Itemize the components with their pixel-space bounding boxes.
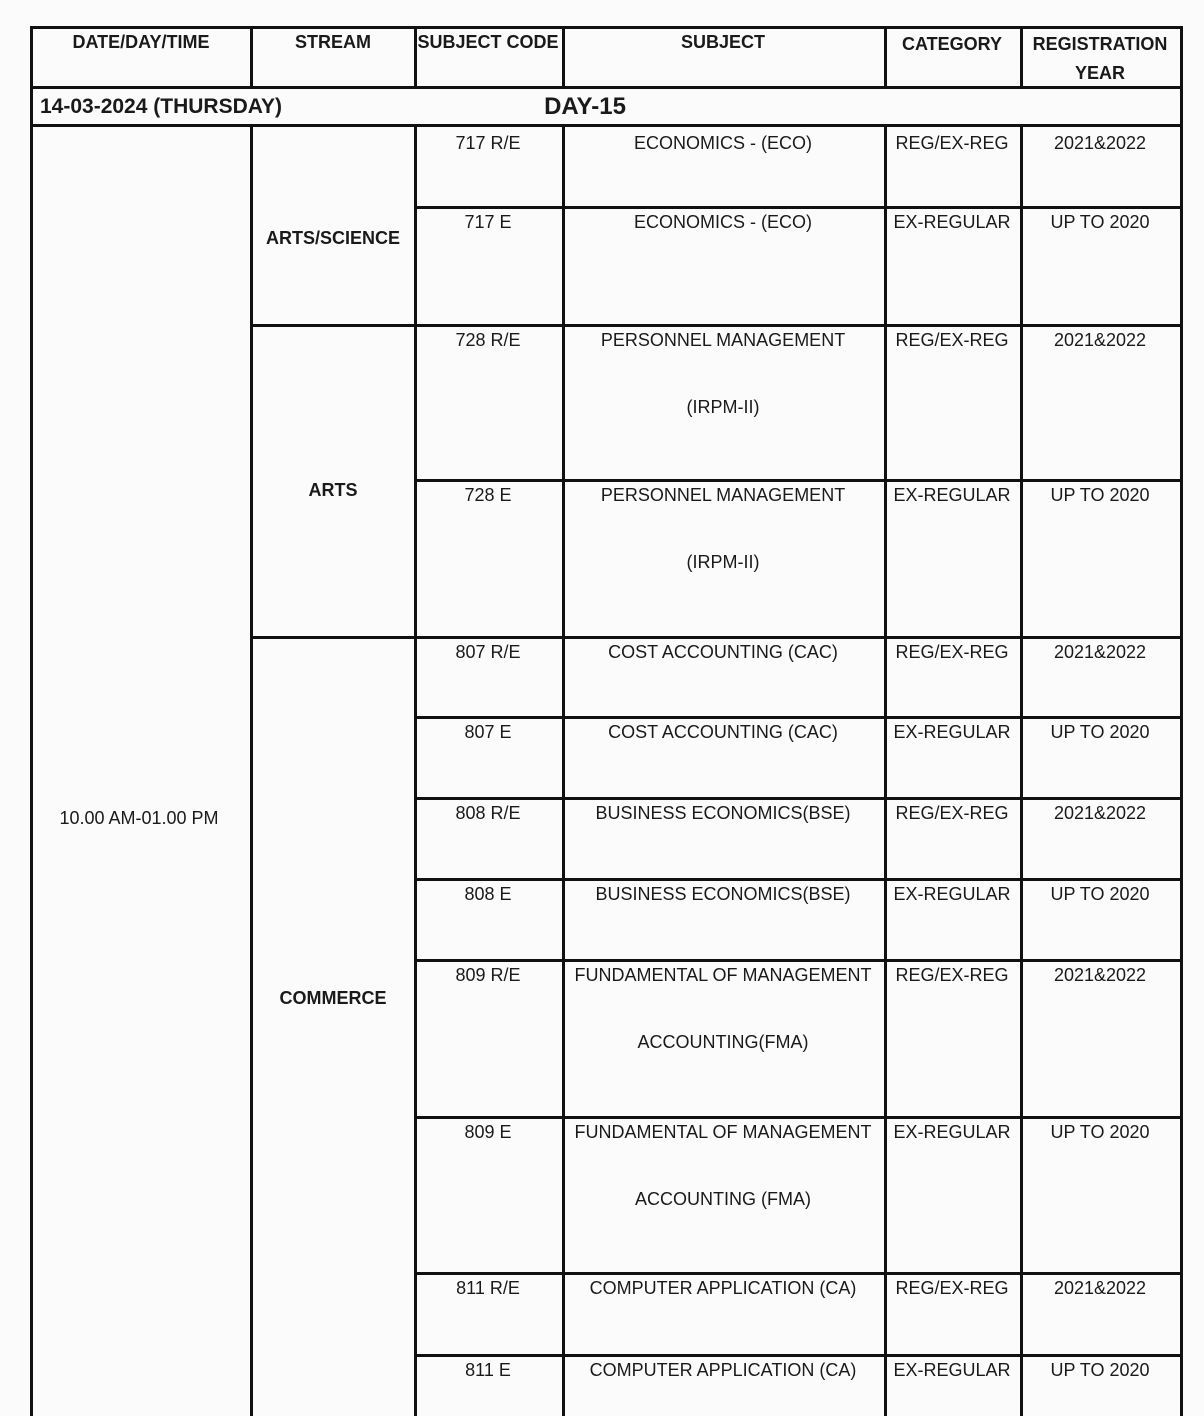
row-subject-line2: (IRPM-II) (686, 397, 760, 417)
row-subject-text: COST ACCOUNTING (CAC) (608, 722, 838, 742)
row-2-code (414, 206, 562, 324)
row-2-category (884, 206, 1020, 324)
table-rule (414, 1354, 1182, 1357)
row-year-text: 2021&2022 (1053, 803, 1147, 823)
row-12-year (1020, 1354, 1180, 1416)
row-11-year (1020, 1272, 1180, 1354)
row-category-text: REG/EX-REG (895, 642, 1009, 662)
table-rule (30, 26, 1182, 29)
row-6-code (414, 716, 562, 797)
table-rule (1180, 26, 1183, 1416)
table-rule (414, 124, 417, 1416)
row-subject-text: PERSONNEL MANAGEMENT (600, 485, 846, 505)
row-subject-text: COMPUTER APPLICATION (CA) (589, 1278, 857, 1298)
row-subject-text: FUNDAMENTAL OF MANAGEMENT (574, 1122, 872, 1142)
row-9-year (1020, 959, 1180, 1116)
table-rule (250, 26, 253, 88)
row-code-text: 811 R/E (456, 1278, 520, 1298)
row-10-year (1020, 1116, 1180, 1272)
table-rule (414, 797, 1182, 800)
row-code-text: 808 E (464, 884, 512, 904)
row-7-code (414, 797, 562, 878)
row-4-year (1020, 479, 1180, 636)
row-8-code (414, 878, 562, 959)
row-3-subject (562, 324, 884, 479)
row-8-subject (562, 878, 884, 959)
table-rule (252, 636, 1182, 639)
row-code-text: 717 E (464, 212, 512, 232)
row-12-subject (562, 1354, 884, 1416)
stream-arts: ARTS (308, 480, 358, 500)
table-rule (414, 26, 417, 88)
table-rule (414, 716, 1182, 719)
row-code-text: 807 R/E (455, 642, 521, 662)
row-code-text: 808 R/E (455, 803, 521, 823)
row-category-text: EX-REGULAR (893, 1360, 1011, 1380)
row-subject-line2: ACCOUNTING(FMA) (637, 1032, 809, 1052)
stream-arts-science: ARTS/SCIENCE (265, 228, 400, 248)
row-year-text: UP TO 2020 (1050, 212, 1150, 232)
row-12-category (884, 1354, 1020, 1416)
row-11-category (884, 1272, 1020, 1354)
day-date: 14-03-2024 (THURSDAY) (40, 95, 282, 118)
table-rule (30, 124, 1182, 127)
row-10-subject (562, 1116, 884, 1272)
header-date: DATE/DAY/TIME (72, 32, 210, 52)
table-rule (414, 959, 1182, 962)
row-year-text: UP TO 2020 (1050, 1360, 1150, 1380)
row-year-text: 2021&2022 (1053, 133, 1147, 153)
row-5-code (414, 636, 562, 716)
row-code-text: 728 E (464, 485, 512, 505)
row-3-code (414, 324, 562, 479)
table-rule (1020, 26, 1023, 88)
row-code-text: 809 R/E (455, 965, 521, 985)
table-rule (562, 124, 565, 1416)
row-year-text: 2021&2022 (1053, 965, 1147, 985)
row-2-subject (562, 206, 884, 324)
row-year-text: 2021&2022 (1053, 642, 1147, 662)
row-5-subject (562, 636, 884, 716)
row-7-year (1020, 797, 1180, 878)
row-code-text: 717 R/E (455, 133, 521, 153)
row-2-year (1020, 206, 1180, 324)
row-subject-text: ECONOMICS - (ECO) (634, 212, 812, 232)
row-code-text: 809 E (464, 1122, 512, 1142)
row-subject-text: COST ACCOUNTING (CAC) (608, 642, 838, 662)
table-rule (30, 26, 33, 1416)
row-1-category (884, 127, 1020, 206)
table-rule (884, 26, 887, 88)
row-subject-line2: (IRPM-II) (686, 552, 760, 572)
row-year-text: UP TO 2020 (1050, 1122, 1150, 1142)
table-rule (250, 124, 253, 1416)
row-8-category (884, 878, 1020, 959)
row-year-text: UP TO 2020 (1050, 485, 1150, 505)
header-registration-year: REGISTRATION YEAR (1032, 34, 1168, 83)
row-category-text: EX-REGULAR (893, 1122, 1011, 1142)
row-category-text: EX-REGULAR (893, 722, 1011, 742)
row-10-category (884, 1116, 1020, 1272)
row-category-text: EX-REGULAR (893, 884, 1011, 904)
row-category-text: REG/EX-REG (895, 965, 1009, 985)
table-rule (884, 124, 887, 1416)
row-9-category (884, 959, 1020, 1116)
row-code-text: 807 E (464, 722, 512, 742)
row-4-subject (562, 479, 884, 636)
row-category-text: REG/EX-REG (895, 803, 1009, 823)
row-5-year (1020, 636, 1180, 716)
exam-time: 10.00 AM-01.00 PM (59, 808, 219, 828)
table-rule (414, 878, 1182, 881)
row-code-text: 728 R/E (455, 330, 521, 350)
row-4-code (414, 479, 562, 636)
header-stream: STREAM (295, 32, 371, 52)
day-label: DAY-15 (544, 93, 626, 120)
row-category-text: EX-REGULAR (893, 212, 1011, 232)
row-1-year (1020, 127, 1180, 206)
row-category-text: REG/EX-REG (895, 330, 1009, 350)
row-9-subject (562, 959, 884, 1116)
row-10-code (414, 1116, 562, 1272)
table-rule (414, 479, 1182, 482)
row-7-subject (562, 797, 884, 878)
row-6-year (1020, 716, 1180, 797)
row-1-code (414, 127, 562, 206)
row-subject-text: BUSINESS ECONOMICS(BSE) (595, 884, 851, 904)
table-rule (30, 86, 1182, 89)
row-subject-text: ECONOMICS - (ECO) (634, 133, 812, 153)
table-rule (252, 324, 1182, 327)
row-category-text: REG/EX-REG (895, 133, 1009, 153)
row-subject-text: FUNDAMENTAL OF MANAGEMENT (574, 965, 872, 985)
stream-commerce: COMMERCE (279, 988, 387, 1008)
row-4-category (884, 479, 1020, 636)
row-8-year (1020, 878, 1180, 959)
row-11-subject (562, 1272, 884, 1354)
row-9-code (414, 959, 562, 1116)
table-rule (1020, 124, 1023, 1416)
row-12-code (414, 1354, 562, 1416)
row-1-subject (562, 127, 884, 206)
row-7-category (884, 797, 1020, 878)
table-rule (414, 1272, 1182, 1275)
row-category-text: REG/EX-REG (895, 1278, 1009, 1298)
table-rule (562, 26, 565, 88)
row-year-text: 2021&2022 (1053, 1278, 1147, 1298)
row-6-subject (562, 716, 884, 797)
header-subject-code: SUBJECT CODE (417, 32, 559, 52)
row-subject-text: PERSONNEL MANAGEMENT (600, 330, 846, 350)
row-3-category (884, 324, 1020, 479)
row-subject-line2: ACCOUNTING (FMA) (635, 1189, 811, 1209)
row-subject-text: COMPUTER APPLICATION (CA) (589, 1360, 857, 1380)
row-category-text: EX-REGULAR (893, 485, 1011, 505)
header-category: CATEGORY (901, 34, 1002, 54)
row-year-text: UP TO 2020 (1050, 722, 1150, 742)
row-6-category (884, 716, 1020, 797)
row-subject-text: BUSINESS ECONOMICS(BSE) (595, 803, 851, 823)
row-year-text: 2021&2022 (1053, 330, 1147, 350)
row-3-year (1020, 324, 1180, 479)
row-code-text: 811 E (465, 1360, 511, 1380)
row-5-category (884, 636, 1020, 716)
row-11-code (414, 1272, 562, 1354)
header-subject: SUBJECT (680, 32, 765, 52)
table-rule (414, 1116, 1182, 1119)
row-year-text: UP TO 2020 (1050, 884, 1150, 904)
table-rule (414, 206, 1182, 209)
